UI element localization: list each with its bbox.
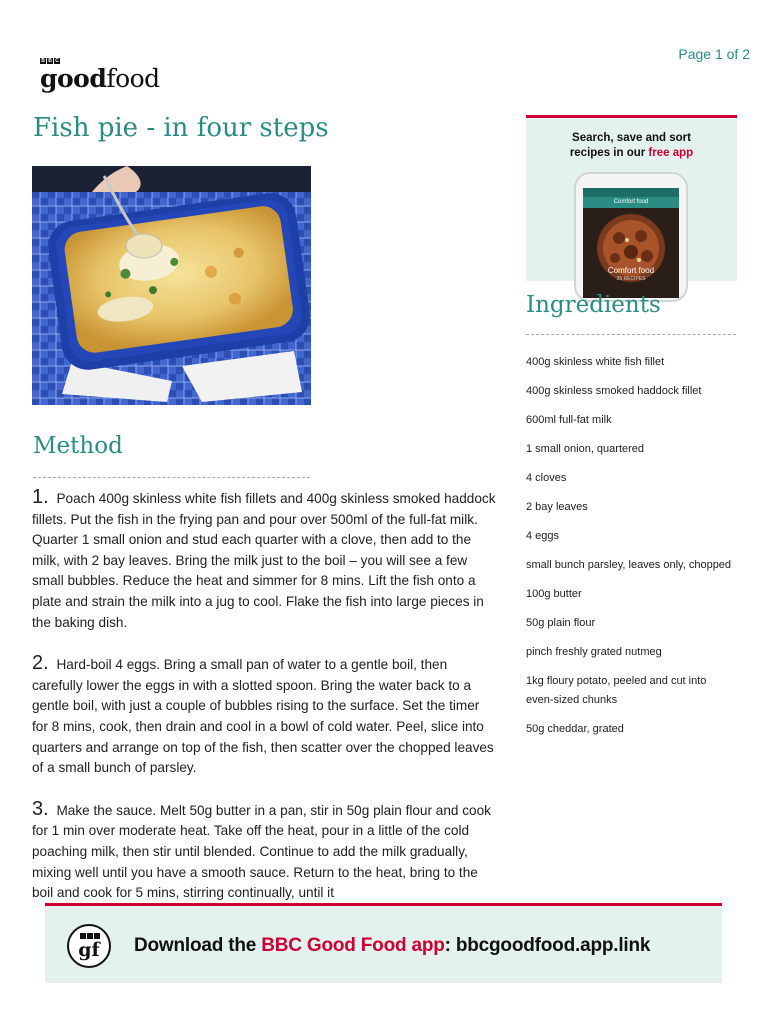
badge-gf-letters: gf (78, 939, 100, 961)
logo-word-good: good (40, 64, 107, 93)
step-number: 1. (32, 486, 49, 508)
phone-sub-label: 36 RECIPES (616, 276, 646, 282)
fish-pie-photo (32, 166, 311, 405)
step-number: 2. (32, 652, 49, 675)
logo-word-food: food (106, 64, 160, 93)
bbc-block-b1: B (41, 58, 45, 64)
method-divider (33, 477, 310, 478)
logo-wordmark (40, 64, 160, 93)
page-indicator: Page 1 of 2 (678, 46, 750, 62)
ingredient-item: 50g cheddar, grated (526, 723, 624, 735)
good-food-badge-icon (67, 924, 111, 968)
ingredient-item: 4 eggs (526, 530, 560, 542)
banner-text (134, 935, 650, 957)
recipe-title: Fish pie - in four steps (33, 113, 329, 143)
banner-app-name: BBC Good Food app (261, 935, 445, 956)
method-steps (32, 486, 497, 901)
method-heading: Method (33, 433, 123, 459)
step-text: Hard-boil 4 eggs. Bring a small pan of water to a gentle boil, then carefully lower the eggs in with a slotted spoon. Bring the water back to a gentle boil, with just a couple of bubbles rising to the surface. Set the timer for 8 mins, cook, then drain and cool in a bowl of cold water. Peel, slice into quarters and arrange on top of the fish, then scatter over the chopped leaves of a small bunch of parsley. (32, 657, 494, 776)
method-step (32, 799, 497, 904)
banner-prefix: Download the (134, 935, 262, 956)
ingredient-item: 4 cloves (526, 472, 567, 484)
ingredient-item: 1kg floury potato, peeled and cut into even-sized chunks (526, 675, 707, 706)
step-text: Poach 400g skinless white fish fillets and 400g skinless smoked haddock fillets. Put the fish in the frying pan and pour over 500ml of the full-fat milk. Quarter 1 small onion and stud each quarter with a clove, then add to the milk, with 2 bay leaves. Bring the milk just to the boil – you will see a few small bubbles. Reduce the heat and simmer for 8 mins. Lift the fish onto a plate and strain the milk into a jug to cool. Flake the fish into large pieces in the baking dish. (32, 491, 496, 630)
phone-mockup-icon (574, 172, 688, 302)
ingredient-item: 50g plain flour (526, 617, 596, 629)
ingredients-list (526, 353, 736, 749)
bbc-block-b2: B (48, 58, 52, 64)
ingredient-item: small bunch parsley, leaves only, chopped (526, 559, 732, 571)
promo-free-app[interactable]: free app (648, 147, 694, 159)
ingredient-item: 2 bay leaves (526, 501, 588, 513)
ingredient-item: 1 small onion, quartered (526, 443, 645, 455)
ingredient-item: 400g skinless white fish fillet (526, 356, 665, 368)
ingredients-heading: Ingredients (526, 292, 661, 318)
bbc-block-c: C (55, 58, 59, 64)
phone-label: Comfort food (607, 266, 655, 275)
phone-tab-title: Comfort food (583, 197, 679, 208)
app-download-banner[interactable] (45, 903, 722, 983)
phone-status-bar (583, 188, 679, 197)
promo-line-2 (526, 146, 737, 161)
step-number: 3. (32, 797, 49, 820)
bbc-goodfood-logo[interactable] (40, 58, 170, 92)
app-promo-card[interactable] (526, 115, 737, 281)
step-text: Make the sauce. Melt 50g butter in a pan, stir in 50g plain flour and cook for 1 min over moderate heat. Take off the heat, pour in a little of the cold poaching milk, then stir until blended. Continue to add the milk gradually, mixing well until you have a smooth sauce. Return to the heat, bring to the boil and cook for 5 mins, stirring continually, until it (32, 802, 491, 901)
promo-line-2-prefix: recipes in our (569, 147, 649, 159)
ingredients-divider (526, 334, 736, 335)
promo-line-1: Search, save and sort (572, 132, 691, 144)
fish-pie-photo-icon (32, 166, 311, 405)
method-step (32, 487, 497, 633)
ingredient-item: 400g skinless smoked haddock fillet (526, 385, 702, 397)
ingredient-item: 600ml full-fat milk (526, 414, 612, 426)
promo-text (526, 131, 737, 161)
phone-food-photo-icon (583, 208, 679, 298)
method-step (32, 653, 497, 779)
ingredient-item: pinch freshly grated nutmeg (526, 646, 662, 658)
banner-link[interactable]: : bbcgoodfood.app.link (444, 935, 651, 956)
phone-screen (583, 188, 679, 298)
ingredient-item: 100g butter (526, 588, 582, 600)
